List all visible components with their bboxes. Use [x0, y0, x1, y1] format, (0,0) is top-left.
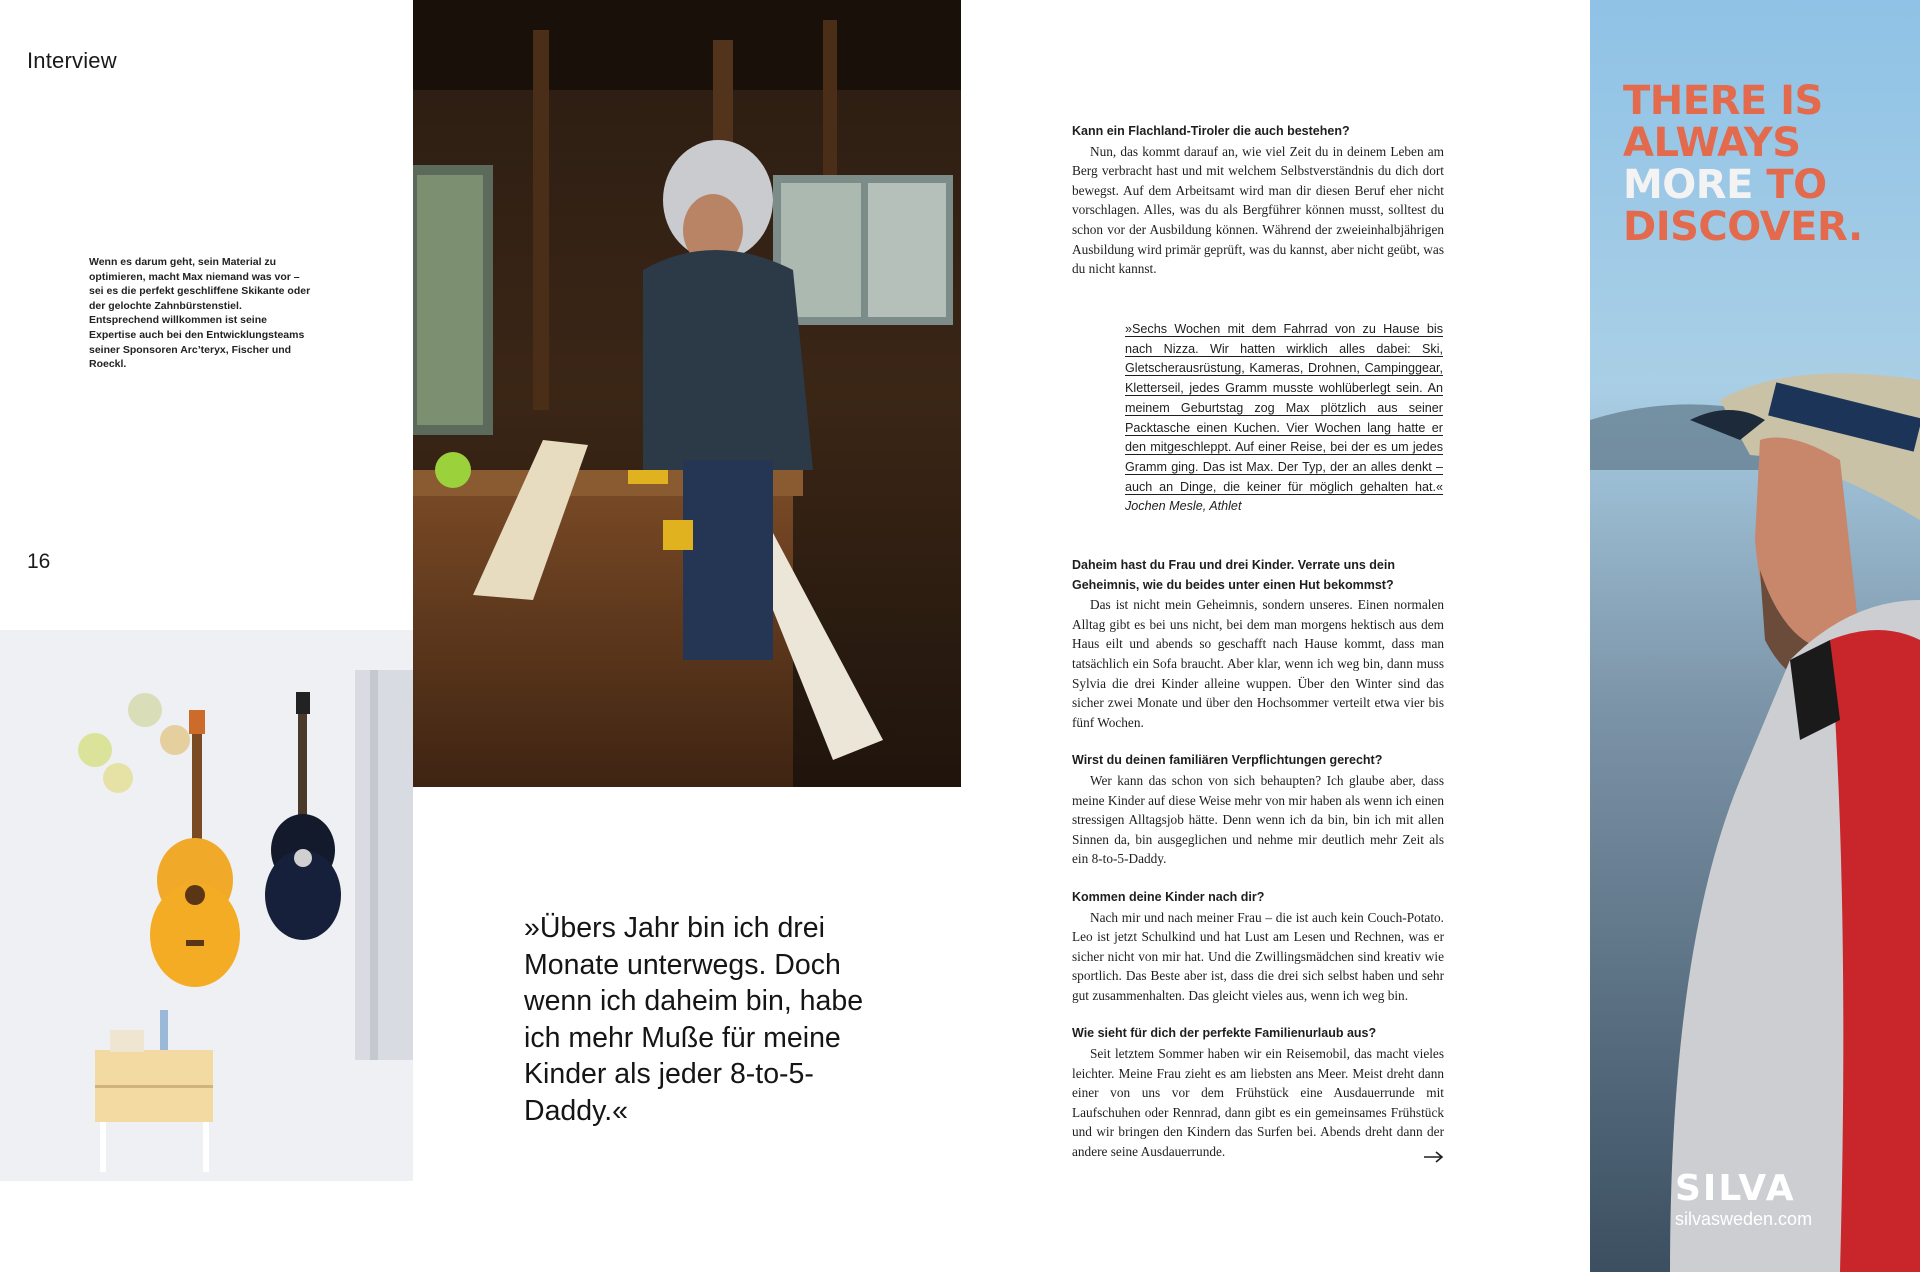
question-4: Kommen deine Kinder nach dir?	[1072, 889, 1265, 904]
silva-logo-text: SILVA	[1675, 1170, 1796, 1204]
question-1: Kann ein Flachland-Tiroler die auch bestehen?	[1072, 124, 1350, 138]
ad-headline-line-1: THERE IS	[1623, 78, 1823, 124]
article-block-top	[1072, 122, 1444, 279]
ad-url-link[interactable]: silvasweden.com	[1675, 1209, 1813, 1229]
ad-headline-more: MORE	[1623, 162, 1753, 208]
question-2: Daheim hast du Frau und drei Kinder. Verrate uns dein Geheimnis, wie du beides unter einen Hut bekommst?	[1072, 558, 1395, 592]
guitars-photo	[0, 630, 413, 1181]
page-number: 16	[27, 550, 51, 573]
pull-quote-text: »Sechs Wochen mit dem Fahrrad von zu Hause bis nach Nizza. Wir hatten wirklich alles dabei: Ski, Gletscherausrüstung, Kameras, Drohnen, Campinggear, Kletterseil, jedes Gramm musste wohlüberlegt sein. An meinem Geburtstag zog Max plötzlich aus seiner Packtasche einen Kuchen. Vier Wochen lang hatte er den mitgeschleppt. Auf einer Reise, bei der es um jedes Gramm ging. Das ist Max. Der Typ, der an alles denkt – auch an Dinge, die keiner für möglich gehalten hat.«	[1125, 322, 1443, 494]
photo-caption: Wenn es darum geht, sein Material zu optimieren, macht Max niemand was vor – sei es die perfekt geschliffene Skikante oder der gelochte Zahnbürstenstiel. Entsprechend willkommen ist seine Expertise auch bei den Entwicklungsteams seiner Sponsoren Arc’teryx, Fischer und Roeckl.	[89, 256, 311, 371]
ad-headline	[1623, 80, 1863, 248]
section-label: Interview	[27, 48, 117, 73]
guitars-photo-illustration	[0, 630, 413, 1181]
silva-logo[interactable]	[1675, 1170, 1835, 1204]
pull-quote	[1125, 320, 1443, 517]
answer-2: Das ist nicht mein Geheimnis, sondern unseres. Einen normalen Alltag gibt es bei uns nicht, bei dem man morgens hektisch aus dem Haus eilt und abends so geschafft nach Hause kommt, dass man tatsächlich ein Sofa braucht. Aber klar, wenn ich weg bin, dann muss Sylvia die drei Kinder alleine wuppen. Über den Winter sind das sicher zwei Monate und über den Hochsommer verteilt etwa vier bis fünf Wochen.	[1072, 597, 1444, 730]
ad-headline-to: TO	[1766, 162, 1827, 208]
answer-1: Nun, das kommt darauf an, wie viel Zeit du in deinem Leben am Berg verbracht hast und mit welchem Selbstverständnis du dich dort bewegst. Auf dem Arbeitsamt wird man dir diesen Beruf eher nicht vorschlagen. Alles, was du als Bergführer können musst, solltest du schon vor der Ausbildung können. Während der zweieinhalbjährigen Ausbildung wird primär geprüft, was du kannst, aber nicht geübt, was du nicht kannst.	[1072, 143, 1444, 277]
question-3: Wirst du deinen familiären Verpflichtungen gerecht?	[1072, 753, 1383, 768]
ad-headline-line-2: ALWAYS	[1623, 120, 1801, 166]
answer-3: Wer kann das schon von sich behaupten? Ich glaube aber, dass meine Kinder auf diese Weise mehr von mir haben als wenn ich einen stressigen Alltagsjob hätte. Denn wenn ich da bin, bin ich mit allen Sinnen da, bin ausgeglichen und nehme mir deutlich mehr Zeit als ein 8-to-5-Daddy.	[1072, 772, 1444, 867]
continue-arrow-icon[interactable]	[1406, 1149, 1444, 1169]
silva-advertisement[interactable]	[1590, 0, 1920, 1272]
answer-5-text: Seit letztem Sommer haben wir ein Reisemobil, das macht vieles leichter. Meine Frau zieht es am liebsten ans Meer. Meist dreht dann einer von uns vor dem Frühstück eine Ausdauerrunde mit Laufschuhen oder Rennrad, dann gibt es ein gemeinsames Frühstück und wir bringen den Kindern das Surfen bei. Abends dreht dann der andere seine Ausdauerrunde.	[1072, 1046, 1444, 1160]
pull-quote-author: Jochen Mesle, Athlet	[1125, 499, 1242, 514]
big-quote: »Übers Jahr bin ich drei Monate unterwegs. Doch wenn ich daheim bin, habe ich mehr Muße für meine Kinder als jeder 8-to-5-Daddy.«	[524, 912, 864, 1127]
ad-headline-line-4: DISCOVER.	[1623, 204, 1863, 250]
article-block-bottom	[1072, 556, 1444, 1169]
workshop-photo-illustration	[413, 0, 961, 787]
workshop-photo	[413, 0, 961, 787]
question-5: Wie sieht für dich der perfekte Familienurlaub aus?	[1072, 1026, 1377, 1041]
answer-4: Nach mir und nach meiner Frau – die ist auch kein Couch-Potato. Leo ist jetzt Schulkind und hat Lust am Lesen und Rechnen, was er sicher nicht von mir hat. Und die Zwillingsmädchen sind kreativ wie sportlich. Das Beste aber ist, dass die drei sich selbst haben und sehr gut zusammenhalten. Das gleicht vieles aus, wenn ich weg bin.	[1072, 909, 1444, 1003]
answer-5	[1072, 1044, 1444, 1162]
